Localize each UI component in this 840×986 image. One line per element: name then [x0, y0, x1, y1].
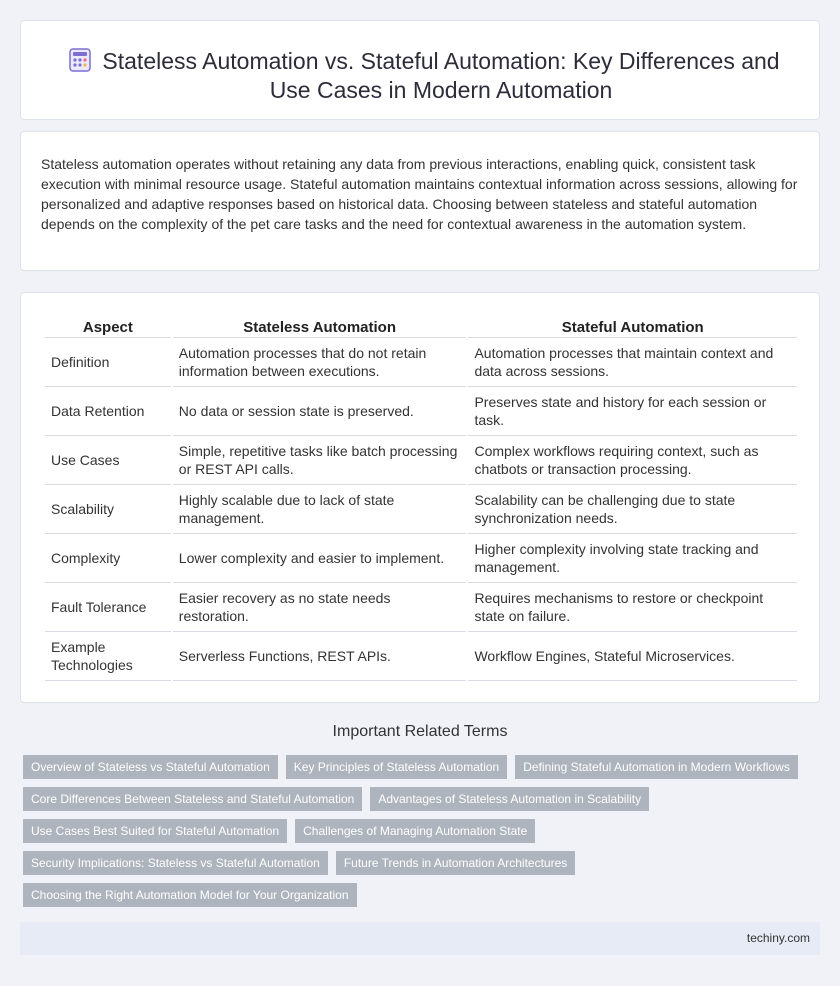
- intro-paragraph: Stateless automation operates without retaining any data from previous interactions, enabling quick, consistent task execution with minimal resource usage. Stateful automation maintains contextual information across sessions, allowing for personalized and adaptive responses based on historical data. Choosing between stateless and stateful automation depends on the complexity of the pet care tasks and the need for contextual awareness in the automation system.: [41, 156, 798, 232]
- table-cell: Highly scalable due to lack of state management.: [173, 485, 467, 534]
- related-tags: [23, 755, 823, 915]
- footer: [20, 922, 820, 955]
- table-cell: Easier recovery as no state needs restoration.: [173, 583, 467, 632]
- tag-row: [23, 883, 823, 907]
- related-tag[interactable]: Overview of Stateless vs Stateful Automation: [23, 755, 278, 779]
- table-cell: Simple, repetitive tasks like batch processing or REST API calls.: [173, 436, 467, 485]
- table-cell: Lower complexity and easier to implement.: [173, 534, 467, 583]
- related-tag[interactable]: Challenges of Managing Automation State: [295, 819, 535, 843]
- table-cell: Definition: [45, 338, 171, 387]
- related-tag[interactable]: Future Trends in Automation Architectures: [336, 851, 575, 875]
- title-wrap: [81, 47, 801, 105]
- table-row: [45, 387, 797, 436]
- table-row: [45, 436, 797, 485]
- table-cell: Example Technologies: [45, 632, 171, 681]
- table-cell: Scalability: [45, 485, 171, 534]
- related-tag[interactable]: Advantages of Stateless Automation in Scalability: [370, 787, 649, 811]
- related-tag[interactable]: Defining Stateful Automation in Modern Workflows: [515, 755, 798, 779]
- header-stateful: Stateful Automation: [468, 317, 797, 338]
- table-cell: Scalability can be challenging due to state synchronization needs.: [468, 485, 797, 534]
- table-row: [45, 534, 797, 583]
- table-cell: Automation processes that do not retain information between executions.: [173, 338, 467, 387]
- comparison-table: [43, 317, 799, 681]
- related-terms-title: Important Related Terms: [332, 723, 508, 740]
- table-row: [45, 485, 797, 534]
- related-tag[interactable]: Use Cases Best Suited for Stateful Automation: [23, 819, 287, 843]
- tag-row: [23, 851, 823, 875]
- table-cell: Higher complexity involving state tracking and management.: [468, 534, 797, 583]
- tag-row: [23, 819, 823, 843]
- tag-row: [23, 755, 823, 779]
- related-tag[interactable]: Core Differences Between Stateless and Stateful Automation: [23, 787, 362, 811]
- table-cell: Workflow Engines, Stateful Microservices.: [468, 632, 797, 681]
- header-card: [20, 20, 820, 120]
- intro-card: [20, 131, 820, 271]
- table-cell: Use Cases: [45, 436, 171, 485]
- related-tag[interactable]: Security Implications: Stateless vs Stateful Automation: [23, 851, 328, 875]
- footer-brand-link[interactable]: techiny.com: [746, 931, 810, 945]
- table-cell: Requires mechanisms to restore or checkpoint state on failure.: [468, 583, 797, 632]
- table-row: [45, 632, 797, 681]
- table-cell: Serverless Functions, REST APIs.: [173, 632, 467, 681]
- table-cell: Preserves state and history for each session or task.: [468, 387, 797, 436]
- header-stateless: Stateless Automation: [173, 317, 467, 338]
- table-cell: Data Retention: [45, 387, 171, 436]
- related-tag[interactable]: Key Principles of Stateless Automation: [286, 755, 507, 779]
- page-title: Stateless Automation vs. Stateful Automation: Key Differences and Use Cases in Modern Automation: [102, 48, 780, 103]
- table-cell: Complex workflows requiring context, such as chatbots or transaction processing.: [468, 436, 797, 485]
- related-tag[interactable]: Choosing the Right Automation Model for Your Organization: [23, 883, 357, 907]
- table-cell: Complexity: [45, 534, 171, 583]
- header-aspect: Aspect: [45, 317, 171, 338]
- table-cell: Automation processes that maintain context and data across sessions.: [468, 338, 797, 387]
- table-row: [45, 583, 797, 632]
- table-row: [45, 338, 797, 387]
- table-header-row: [45, 317, 797, 338]
- tag-row: [23, 787, 823, 811]
- table-cell: No data or session state is preserved.: [173, 387, 467, 436]
- table-cell: Fault Tolerance: [45, 583, 171, 632]
- comparison-card: [20, 292, 820, 703]
